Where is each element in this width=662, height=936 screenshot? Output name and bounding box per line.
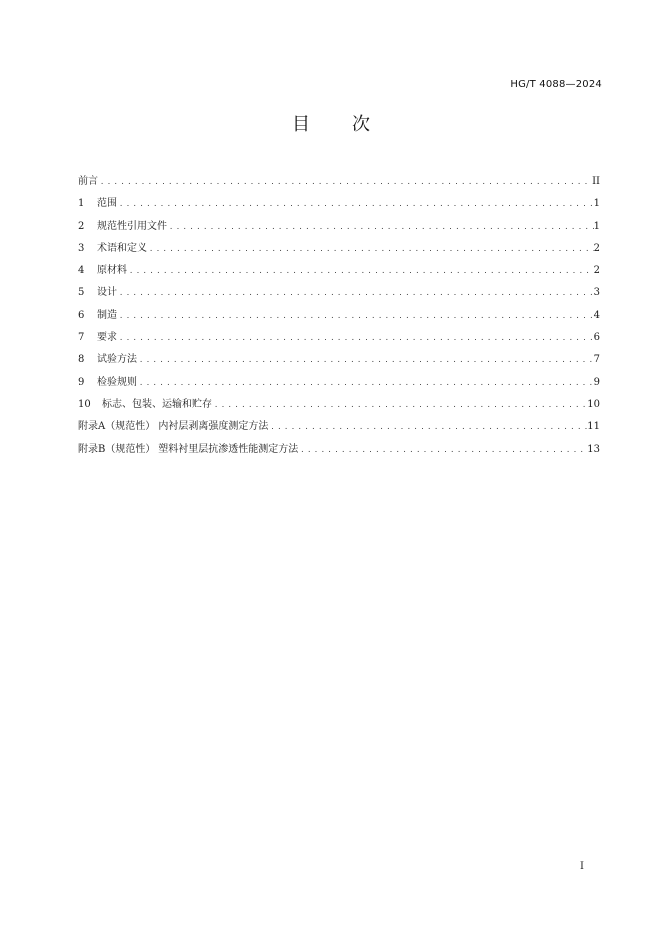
page-number: I xyxy=(580,861,584,872)
toc-leader-dots xyxy=(147,238,594,260)
toc-entry-page: 7 xyxy=(593,354,600,366)
toc-entry-page: 2 xyxy=(593,242,600,254)
toc-entry-label: 设计 xyxy=(97,287,117,299)
toc-entry-number: 1 xyxy=(78,198,85,210)
toc-leader-dots xyxy=(117,327,594,349)
toc-entry-number: 5 xyxy=(78,287,85,299)
toc-entry-page: 3 xyxy=(593,287,600,299)
toc-entry-number: 4 xyxy=(78,265,85,277)
toc-entry-label: 范围 xyxy=(97,198,117,210)
toc-entry-number: 6 xyxy=(78,309,85,321)
toc-entry-label: 检验规则 xyxy=(97,376,137,388)
toc-leader-dots xyxy=(212,394,587,416)
toc-entry-number: 3 xyxy=(78,242,85,254)
toc-entry-page: 1 xyxy=(593,198,600,210)
toc-entry-label: 原材料 xyxy=(97,265,127,277)
toc-entry-design[interactable] xyxy=(78,282,600,304)
toc-leader-dots xyxy=(137,372,594,394)
toc-entry-page: 4 xyxy=(593,309,600,321)
toc-entry-number: 附录B（规范性） xyxy=(78,443,156,455)
toc-entry-normative-references[interactable] xyxy=(78,216,600,238)
toc-leader-dots xyxy=(117,305,594,327)
toc-entry-label: 试验方法 xyxy=(97,354,137,366)
toc-leader-dots xyxy=(137,349,594,371)
toc-entry-raw-materials[interactable] xyxy=(78,260,600,282)
toc-entry-label: 内衬层剥离强度测定方法 xyxy=(158,421,269,433)
toc-entry-manufacture[interactable] xyxy=(78,305,600,327)
toc-leader-dots xyxy=(298,439,587,461)
toc-entry-number: 10 xyxy=(78,398,91,410)
toc-entry-label: 前言 xyxy=(78,176,98,187)
toc-leader-dots xyxy=(117,193,594,215)
toc-entry-requirements[interactable] xyxy=(78,327,600,349)
toc-entry-label: 制造 xyxy=(97,309,117,321)
toc-entry-page: 2 xyxy=(593,265,600,277)
toc-entry-number: 8 xyxy=(78,354,85,366)
toc-entry-page: II xyxy=(592,176,600,187)
toc-entry-page: 10 xyxy=(587,398,600,410)
toc-entry-marking-packaging[interactable] xyxy=(78,394,600,416)
table-of-contents xyxy=(78,171,600,461)
toc-entry-label: 标志、包装、运输和贮存 xyxy=(102,398,212,410)
toc-entry-label: 术语和定义 xyxy=(97,242,147,254)
document-code: HG/T 4088—2024 xyxy=(510,79,602,90)
toc-leader-dots xyxy=(167,216,594,238)
toc-entry-terms-definitions[interactable] xyxy=(78,238,600,260)
toc-entry-label: 塑料衬里层抗渗透性能测定方法 xyxy=(158,443,299,455)
toc-entry-test-methods[interactable] xyxy=(78,349,600,371)
toc-entry-page: 13 xyxy=(587,443,600,455)
toc-entry-page: 6 xyxy=(593,332,600,344)
toc-entry-inspection-rules[interactable] xyxy=(78,372,600,394)
toc-leader-dots xyxy=(98,171,592,193)
toc-entry-label: 规范性引用文件 xyxy=(97,220,167,232)
toc-entry-page: 9 xyxy=(593,376,600,388)
page-title: 目次 xyxy=(292,114,412,135)
toc-leader-dots xyxy=(268,416,587,438)
toc-entry-number: 附录A（规范性） xyxy=(78,421,156,433)
toc-entry-scope[interactable] xyxy=(78,193,600,215)
toc-entry-page: 11 xyxy=(587,421,600,433)
toc-leader-dots xyxy=(127,260,594,282)
toc-entry-label: 要求 xyxy=(97,332,117,344)
toc-entry-page: 1 xyxy=(593,220,600,232)
toc-entry-annex-b[interactable] xyxy=(78,439,600,461)
toc-leader-dots xyxy=(117,282,594,304)
toc-entry-foreword[interactable] xyxy=(78,171,600,193)
toc-entry-number: 7 xyxy=(78,332,85,344)
toc-entry-number: 2 xyxy=(78,220,85,232)
toc-entry-number: 9 xyxy=(78,376,85,388)
toc-entry-annex-a[interactable] xyxy=(78,416,600,438)
